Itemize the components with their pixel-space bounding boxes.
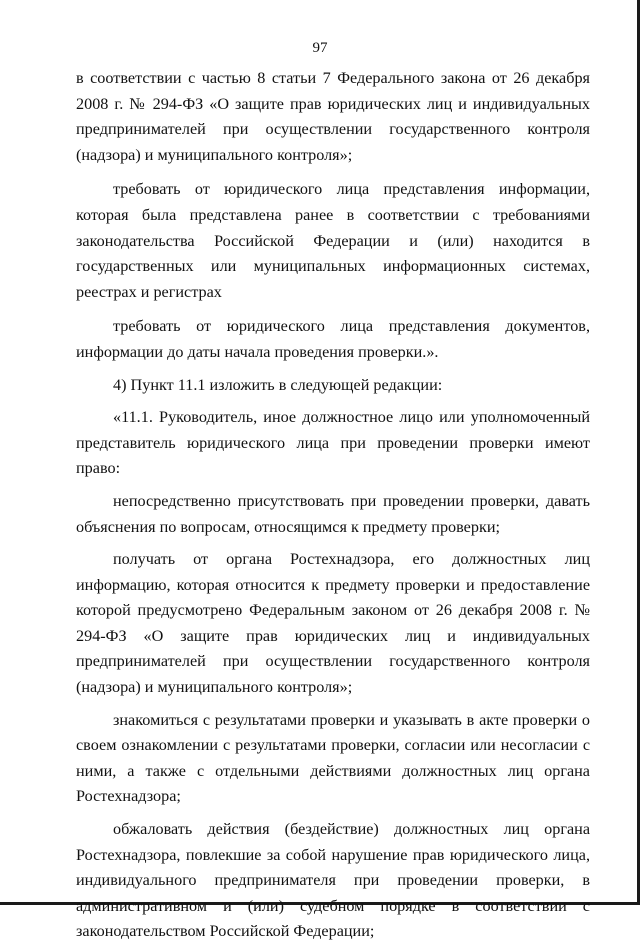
paragraph-documents-requirement: требовать от юридического лица представления документов, информации до даты начала проведения проверки.». [76,317,590,361]
paragraph-11-1: «11.1. Руководитель, иное должностное лицо или уполномоченный представитель юридического лица при проведении проверки имеют право: [76,408,590,478]
paragraph-continuation: в соответствии с частью 8 статьи 7 Федерального закона от 26 декабря 2008 г. № 294-ФЗ «О защите прав юридических лиц и индивидуальных предпринимателей при осуществлении государственного контроля (надзора) и муниципального контроля»; [76,69,590,164]
document-body [76,66,590,945]
paragraph-right-review-results: знакомиться с результатами проверки и указывать в акте проверки о своем ознакомлении с результатами проверки, согласии или несогласии с ними, а также с отдельными действиями должностных лиц органа Ростехнадзора; [76,710,590,806]
paragraph-right-attend: непосредственно присутствовать при проведении проверки, давать объяснения по вопросам, относящимся к предмету проверки; [76,491,590,536]
paragraph-right-appeal: обжаловать действия (бездействие) должностных лиц органа Ростехнадзора, повлекшие за собой нарушение прав юридического лица, индивидуального предпринимателя при проведении проверки, в административном и (или) судебном порядке в соответствии с законодательством Российской Федерации; [76,820,590,941]
paragraph-info-requirement: требовать от юридического лица представления информации, которая была представлена ранее в соответствии с требованиями законодательства Российской Федерации и (или) находится в государственных или муниципальных информационных системах, реестрах и регистрах [76,180,590,301]
paragraph-item-4: 4) Пункт 11.1 изложить в следующей редакции: [113,375,443,394]
page-number: 97 [312,40,328,56]
paragraph-right-receive-info: получать от органа Ростехнадзора, его должностных лиц информацию, которая относится к предмету проверки и предоставление которой предусмотрено Федеральным законом от 26 декабря 2008 г. № 294-ФЗ «О защите прав юридических лиц и индивидуальных предпринимателей при осуществлении государственного контроля (надзора) и муниципального контроля»; [76,550,590,697]
